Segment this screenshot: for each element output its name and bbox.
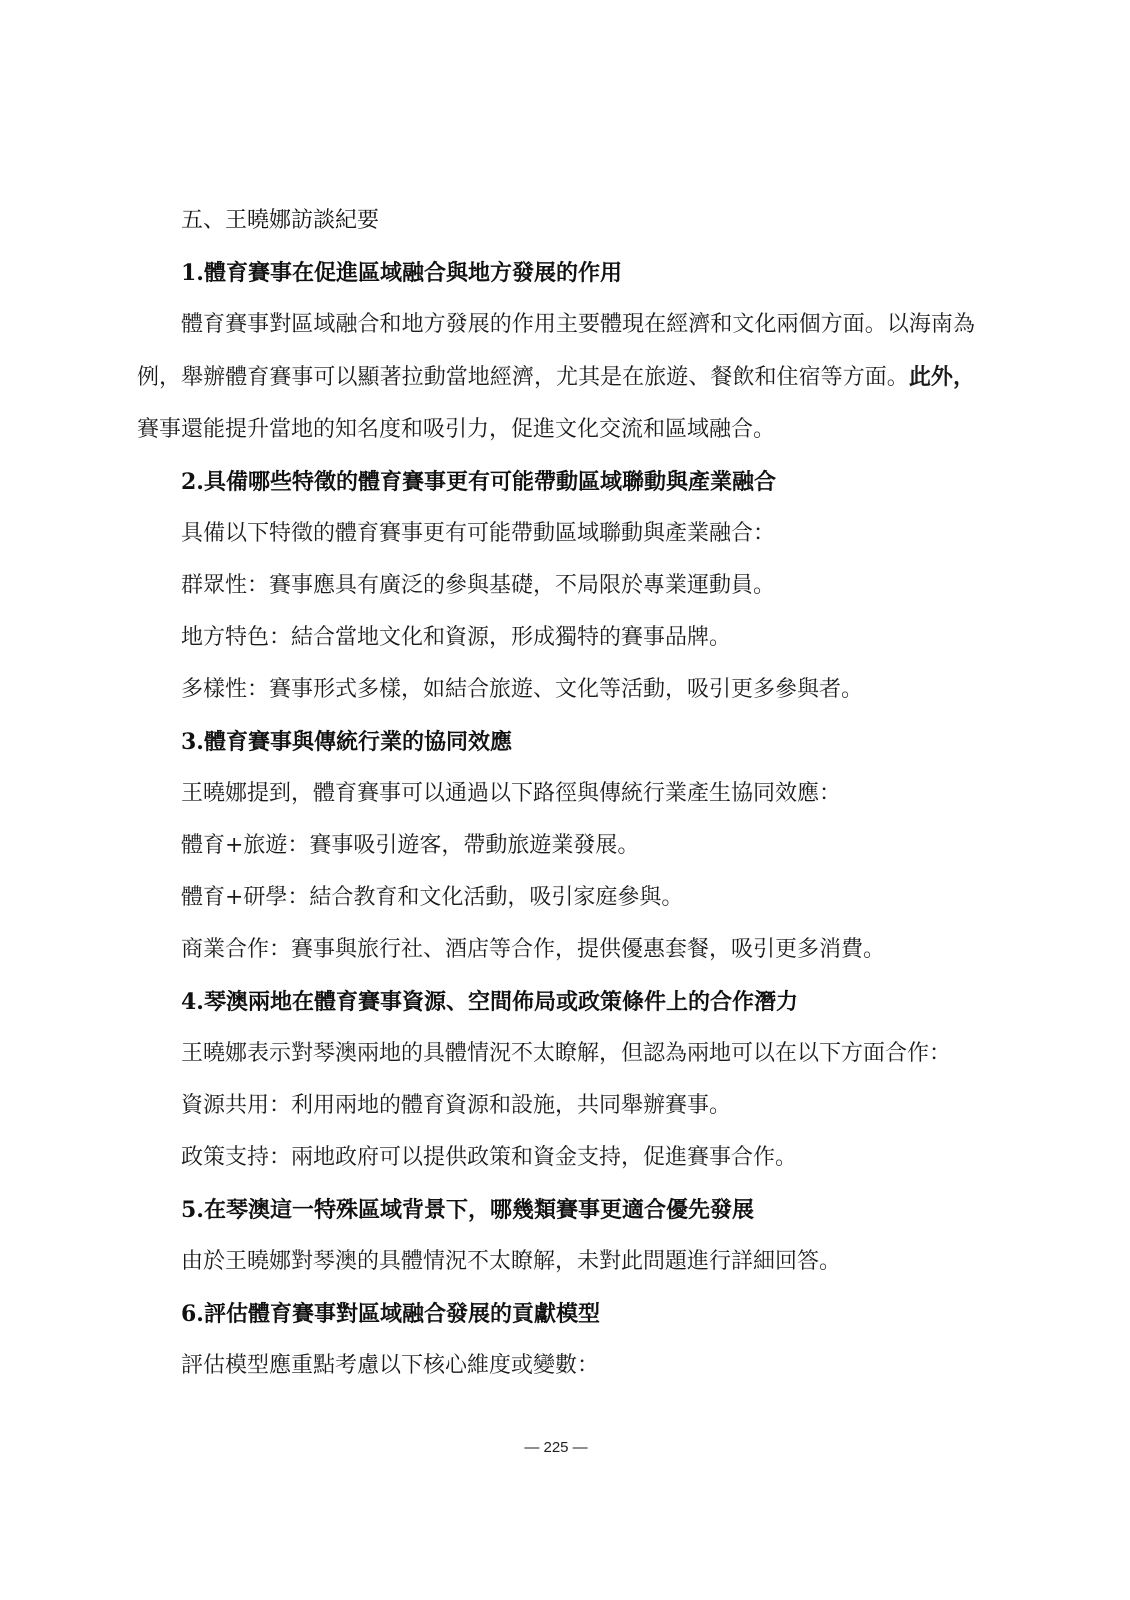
text-line: 政策支持：兩地政府可以提供政策和資金支持，促進賽事合作。 — [181, 1145, 798, 1170]
paragraph-1 — [137, 299, 975, 456]
text-line: 由於王曉娜對琴澳的具體情況不太瞭解，未對此問題進行詳細回答。 — [181, 1249, 842, 1274]
heading-4: 4.琴澳兩地在體育賽事資源、空間佈局或政策條件上的合作潛力 — [181, 989, 798, 1015]
text-line: 商業合作：賽事與旅行社、酒店等合作，提供優惠套餐，吸引更多消費。 — [181, 937, 886, 962]
text-line: 具備以下特徵的體育賽事更有可能帶動區域聯動與產業融合： — [181, 521, 776, 546]
page-number: — 225 — — [524, 1439, 588, 1456]
text-line: 體育+旅遊：賽事吸引遊客，帶動旅遊業發展。 — [181, 833, 640, 858]
text-line: 王曉娜提到，體育賽事可以通過以下路徑與傳統行業產生協同效應： — [181, 781, 842, 806]
heading-5: 5.在琴澳這一特殊區域背景下，哪幾類賽事更適合優先發展 — [181, 1197, 754, 1223]
text-line: 資源共用：利用兩地的體育資源和設施，共同舉辦賽事。 — [181, 1093, 732, 1118]
text-line: 王曉娜表示對琴澳兩地的具體情況不太瞭解，但認為兩地可以在以下方面合作： — [181, 1041, 952, 1066]
text-line: 群眾性：賽事應具有廣泛的參與基礎，不局限於專業運動員。 — [181, 573, 776, 598]
paragraph-1-bold-text: 此外， — [908, 364, 975, 390]
heading-6: 6.評估體育賽事對區域融合發展的貢獻模型 — [181, 1301, 600, 1327]
paragraph-1-text-start: 體育賽事對區域融合和地方發展的作用主要體現在經濟和文化兩個方面。以海南為例，舉辦體育賽事可以顯著拉動當地經濟，尤其是在旅遊、餐飲和住宿等方面。 — [137, 312, 975, 390]
heading-1: 1.體育賽事在促進區域融合與地方發展的作用 — [181, 260, 622, 286]
section-title: 五、王曉娜訪談紀要 — [181, 208, 380, 233]
text-line: 多樣性：賽事形式多樣，如結合旅遊、文化等活動，吸引更多參與者。 — [181, 677, 864, 702]
paragraph-1-text-end: 賽事還能提升當地的知名度和吸引力，促進文化交流和區域融合。 — [137, 417, 776, 442]
text-line: 體育+研學：結合教育和文化活動，吸引家庭參與。 — [181, 885, 684, 910]
text-line: 地方特色：結合當地文化和資源，形成獨特的賽事品牌。 — [181, 625, 732, 650]
page-body — [137, 195, 975, 1392]
text-line: 評估模型應重點考慮以下核心維度或變數： — [181, 1353, 600, 1378]
heading-2: 2.具備哪些特徵的體育賽事更有可能帶動區域聯動與產業融合 — [181, 469, 776, 495]
heading-3: 3.體育賽事與傳統行業的協同效應 — [181, 729, 512, 755]
